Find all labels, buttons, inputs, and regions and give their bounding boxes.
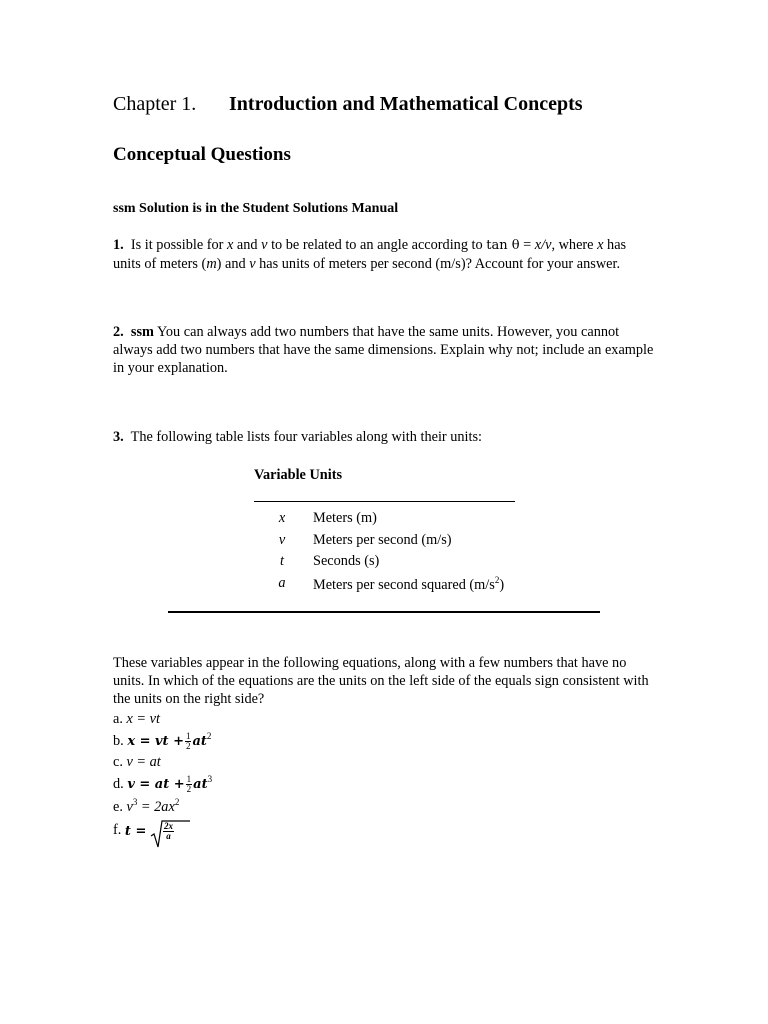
question-text: has <box>603 237 627 253</box>
question-number: 2. <box>113 324 124 340</box>
table-unit: Meters (m) <box>313 510 377 526</box>
question-1 <box>113 236 673 273</box>
question-text: units of meters ( <box>113 256 207 272</box>
question-text: You can always add two numbers that have the same units. However, you cannot always add two numbers that have the same dimensions. Explain why not; include an example in your explanation. <box>113 324 654 376</box>
question-text: The following table lists four variables along with their units: <box>130 429 483 445</box>
section-title: Conceptual Questions <box>113 144 291 165</box>
table-bottom-rule <box>168 611 600 613</box>
chapter-number: Chapter 1. <box>113 93 197 115</box>
tan-theta: tan θ <box>486 238 520 253</box>
question-number: 3. <box>113 429 124 445</box>
question-text: ) and <box>216 256 250 272</box>
equation-b: b. x = vt + $\frac{1}{2}$ $at^2$ <box>113 730 212 751</box>
equation-d: d. v = at + $\frac{1}{2}$ $at^3$ <box>113 773 213 794</box>
question-number: 1. <box>113 237 124 253</box>
radical-sign-icon <box>150 819 190 849</box>
table-unit: Seconds (s) <box>313 553 380 569</box>
var-x: x <box>227 237 234 253</box>
question-text: to be related to an angle according to <box>267 237 487 253</box>
question-text: , where <box>551 237 598 253</box>
table-title: Variable Units <box>254 467 343 483</box>
equation-e: e. $v^3 = 2ax^2$ <box>113 797 180 815</box>
followup-text: These variables appear in the following equations, along with a few numbers that have no units. In which of the equations are the units on the left side of the equals sign consistent with the units on the right side? <box>113 655 649 707</box>
var-v: v <box>249 256 256 272</box>
question-3 <box>113 428 673 446</box>
question-text: Is it possible for <box>130 237 227 253</box>
table-var: v <box>278 532 286 548</box>
equation-a: a. x = vt <box>113 711 160 727</box>
table-var: x <box>278 510 286 526</box>
question-2 <box>113 323 658 377</box>
var-x: x <box>597 237 604 253</box>
chapter-heading <box>113 93 583 116</box>
question-text: = <box>519 237 535 253</box>
var-v: v <box>261 237 268 253</box>
table-unit: Meters per second (m/s) <box>313 532 452 548</box>
table-unit: Meters per second squared $(m/s^2)$ <box>313 575 505 593</box>
chapter-title: Introduction and Mathematical Concepts <box>229 93 583 115</box>
table-var: t <box>280 553 284 569</box>
var-x-over-v: x/v <box>534 237 552 253</box>
question-text: has units of meters per second (m/s)? Account for your answer. <box>255 256 621 272</box>
table-top-rule <box>254 501 515 502</box>
equation-f: f. t = $\frac{2x}{a}$ <box>113 822 175 841</box>
var-m: m <box>206 256 217 272</box>
table-var: a <box>278 575 286 591</box>
question-text: and <box>233 237 262 253</box>
equation-c: c. v = at <box>113 754 161 770</box>
ssm-tag: ssm <box>130 324 154 340</box>
ssm-note: ssm Solution is in the Student Solutions Manual <box>113 201 399 216</box>
square-root: $\frac{2x}{a}$ <box>150 822 175 841</box>
